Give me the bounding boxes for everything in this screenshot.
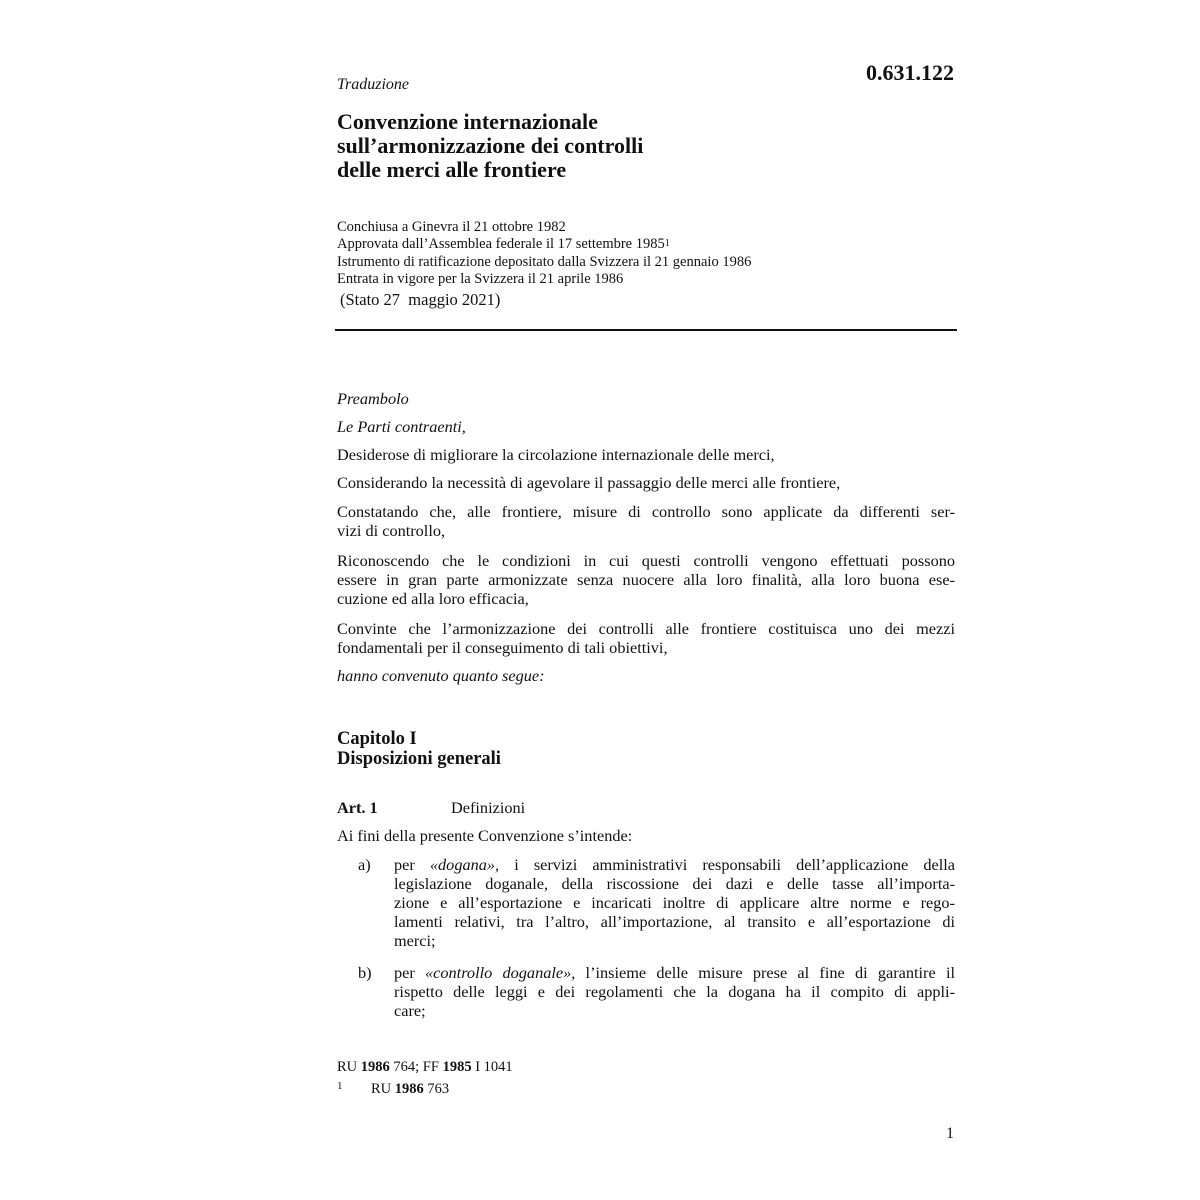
preamble-paragraph-1: Desiderose di migliorare la circolazione internazionale delle merci, — [337, 445, 775, 464]
term-controllo-doganale: «controllo doganale», — [425, 963, 576, 982]
status-date: (Stato 27 maggio 2021) — [340, 290, 501, 309]
chapter-heading — [337, 729, 501, 769]
meta-concluded: Conchiusa a Ginevra il 21 ottobre 1982 — [337, 219, 566, 235]
list-item-b: per «controllo doganale», l’insieme delle misure prese al fine di garantire il rispetto delle leggi e dei regolamenti che la dogana ha il compito di appli- care; — [394, 963, 955, 1020]
sr-number: 0.631.122 — [866, 60, 954, 85]
document-metadata — [337, 219, 957, 287]
meta-ratification: Istrumento di ratificazione depositato dalla Svizzera il 21 gennaio 1986 — [337, 254, 752, 270]
document-title — [337, 110, 897, 182]
translation-label: Traduzione — [337, 76, 410, 93]
title-line-2: sull’armonizzazione dei controlli — [337, 133, 644, 158]
term-dogana: «dogana», — [429, 855, 500, 874]
preamble-paragraph-2: Considerando la necessità di agevolare il passaggio delle merci alle frontiere, — [337, 473, 841, 492]
title-line-3: delle merci alle frontiere — [337, 157, 567, 182]
header-divider — [335, 329, 957, 331]
list-item-a-line-1: per «dogana», i servizi amministrativi responsabili dell’applicazione della — [394, 855, 955, 874]
footnote-1-mark: 1 — [337, 1080, 343, 1092]
list-item-b-letter: b) — [358, 963, 372, 982]
list-item-a: per «dogana», i servizi amministrativi responsabili dell’applicazione della legislazione doganale, della riscossione dei dazi e delle tasse all’importa- zione e all’esportazione e incaricati inoltre di applicare altre norme e rego- lamenti relativi, tra l’altro, all’importazione, al transito e all’esportazione di merci; — [394, 855, 955, 950]
article-intro: Ai fini della presente Convenzione s’intende: — [337, 826, 633, 845]
list-item-b-line-1: per «controllo doganale», l’insieme delle misure prese al fine di garantire il — [394, 963, 955, 982]
meta-approved-line — [337, 236, 957, 255]
chapter-title: Disposizioni generali — [337, 749, 501, 769]
title-line-1: Convenzione internazionale — [337, 109, 598, 134]
footnote-ref-1[interactable]: 1 — [664, 237, 670, 249]
preamble-paragraph-4: Riconoscendo che le condizioni in cui questi controlli vengono effettuati possono essere in gran parte armonizzate senza nuocere alla loro finalità, alla loro buona ese- cuzione ed alla loro efficacia, — [337, 551, 955, 608]
chapter-number: Capitolo I — [337, 729, 417, 749]
meta-approved: Approvata dall’Assemblea federale il 17 settembre 1985 — [337, 235, 665, 252]
preamble-closing: hanno convenuto quanto segue: — [337, 666, 545, 685]
article-title: Definizioni — [451, 798, 526, 817]
preamble-parties: Le Parti contraenti, — [337, 417, 466, 436]
page-number: 1 — [946, 1125, 954, 1142]
preamble-paragraph-3: Constatando che, alle frontiere, misure di controllo sono applicate da differenti ser- vizi di controllo, — [337, 502, 955, 540]
meta-entry-into-force: Entrata in vigore per la Svizzera il 21 aprile 1986 — [337, 270, 624, 287]
preamble-paragraph-5: Convinte che l’armonizzazione dei controlli alle frontiere costituisca uno dei mezzi fondamentali per il conseguimento di tali obiettivi, — [337, 619, 955, 657]
preamble-heading: Preambolo — [337, 389, 409, 408]
source-reference: RU 1986 764; FF 1985 I 1041 — [337, 1059, 513, 1075]
footnote-1: RU 1986 763 — [371, 1081, 450, 1097]
list-item-a-letter: a) — [358, 855, 371, 874]
article-number: Art. 1 — [337, 798, 378, 817]
